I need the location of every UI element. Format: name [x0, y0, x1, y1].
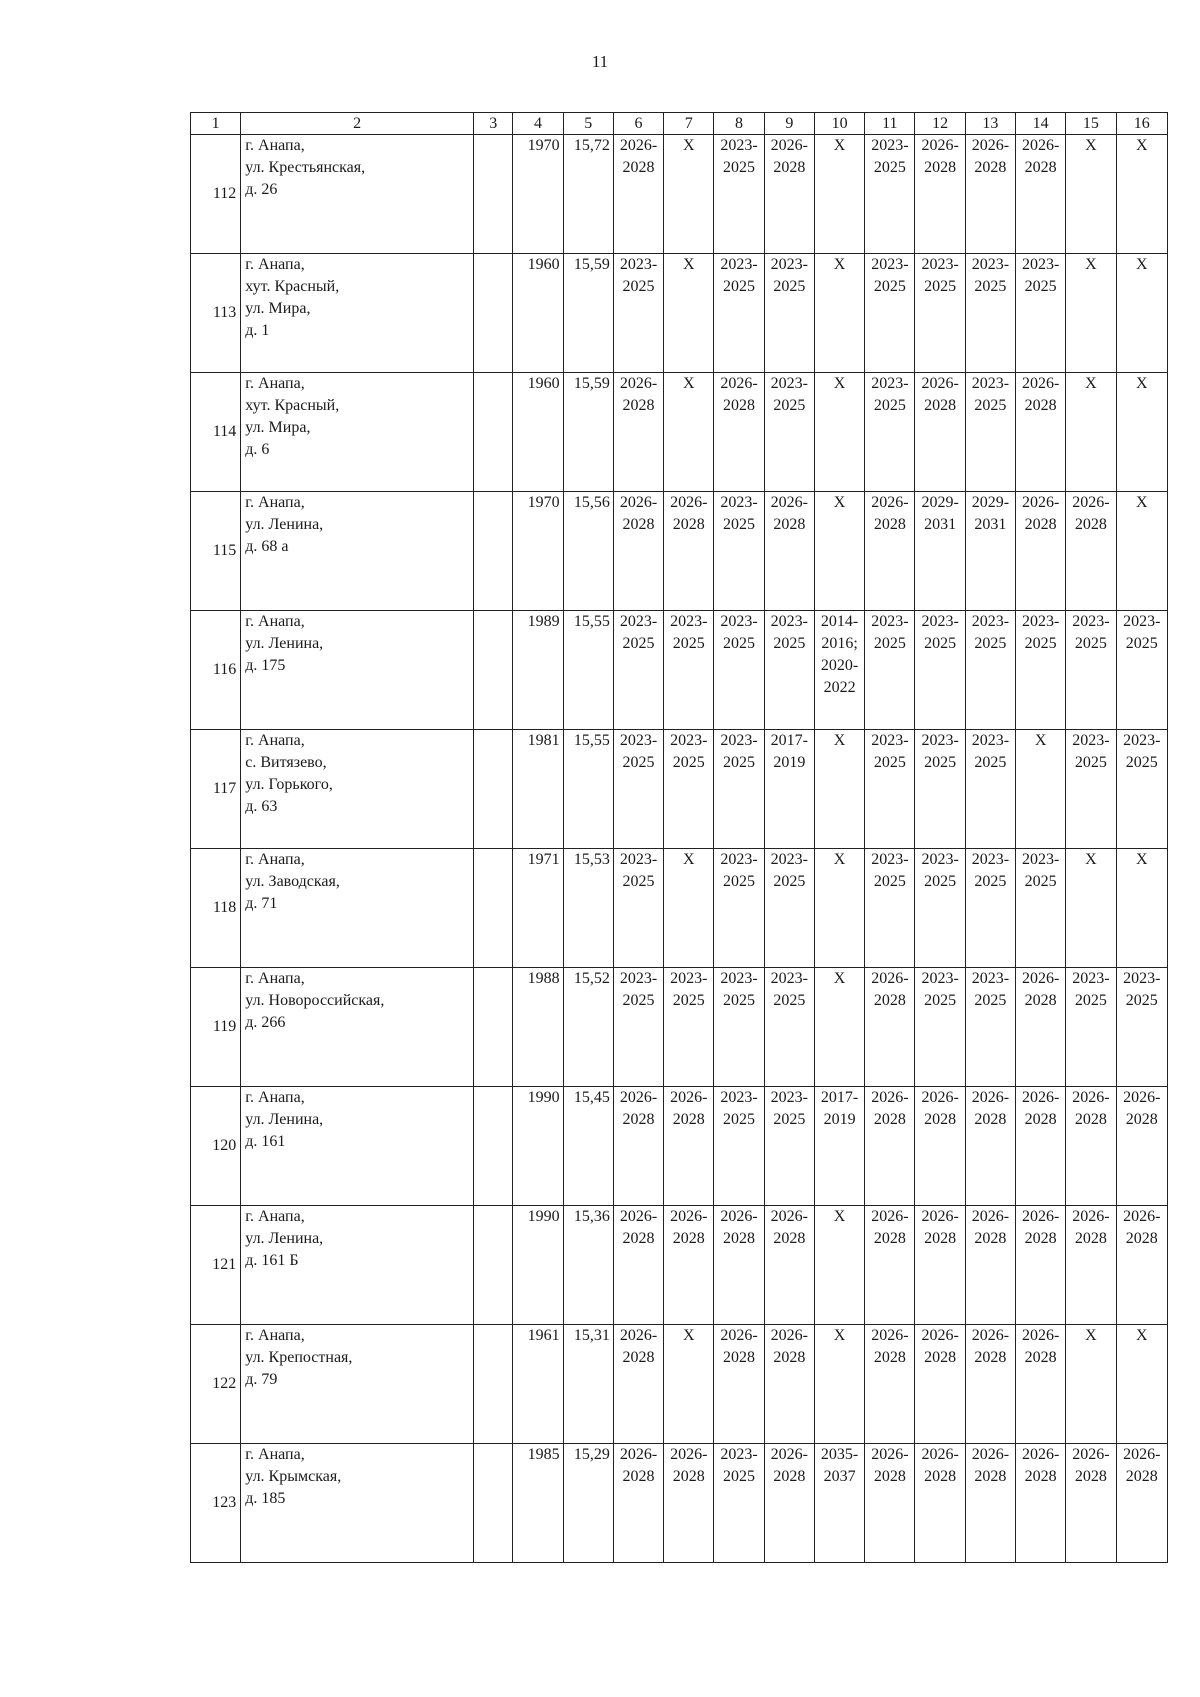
period-cell: 2026- 2028: [865, 1206, 915, 1325]
period-cell: 2026- 2028: [915, 1325, 965, 1444]
period-cell: 2026- 2028: [1016, 1087, 1066, 1206]
table-row: [191, 373, 1168, 492]
table-row: [191, 254, 1168, 373]
period-cell: Х: [664, 849, 714, 968]
period-cell: 2026- 2028: [1016, 968, 1066, 1087]
address-cell: г. Анапа, ул. Ленина, д. 161: [241, 1087, 474, 1206]
page-number: 11: [591, 52, 609, 71]
row-number-cell: 118: [191, 849, 241, 968]
period-cell: 2026- 2028: [915, 135, 965, 254]
period-cell: 2023- 2025: [915, 611, 965, 730]
period-cell: 2026- 2028: [865, 1087, 915, 1206]
period-cell: Х: [664, 1325, 714, 1444]
value-cell: 15,55: [563, 611, 613, 730]
row-number-cell: 112: [191, 135, 241, 254]
period-cell: 2026- 2028: [764, 1206, 814, 1325]
table-row: [191, 1325, 1168, 1444]
period-cell: 2023- 2025: [714, 1444, 764, 1563]
period-cell: 2023- 2025: [764, 611, 814, 730]
period-cell: 2026- 2028: [865, 968, 915, 1087]
period-cell: Х: [814, 135, 864, 254]
row-number-cell: 122: [191, 1325, 241, 1444]
period-cell: 2026- 2028: [664, 1444, 714, 1563]
period-cell: 2023- 2025: [1066, 730, 1116, 849]
period-cell: 2017- 2019: [814, 1087, 864, 1206]
table-row: [191, 1087, 1168, 1206]
row-number-cell: 115: [191, 492, 241, 611]
period-cell: Х: [664, 254, 714, 373]
column-header: 6: [613, 113, 663, 135]
period-cell: 2026- 2028: [965, 1444, 1015, 1563]
column-header: 14: [1016, 113, 1066, 135]
period-cell: Х: [1066, 849, 1116, 968]
period-cell: 2023- 2025: [714, 730, 764, 849]
period-cell: 2023- 2025: [1016, 254, 1066, 373]
table-row: [191, 968, 1168, 1087]
column-header: 5: [563, 113, 613, 135]
period-cell: Х: [1116, 849, 1167, 968]
address-cell: г. Анапа, ул. Крестьянская, д. 26: [241, 135, 474, 254]
period-cell: 2026- 2028: [1016, 1325, 1066, 1444]
column-header: 13: [965, 113, 1015, 135]
period-cell: Х: [814, 968, 864, 1087]
period-cell: Х: [1116, 254, 1167, 373]
period-cell: 2023- 2025: [714, 968, 764, 1087]
repair-schedule-table: [190, 112, 1168, 1563]
period-cell: 2026- 2028: [865, 1444, 915, 1563]
value-cell: 15,55: [563, 730, 613, 849]
period-cell: 2023- 2025: [764, 373, 814, 492]
period-cell: 2023- 2025: [915, 968, 965, 1087]
period-cell: 2026- 2028: [613, 492, 663, 611]
column-3-cell: [474, 1444, 513, 1563]
column-header: 3: [474, 113, 513, 135]
period-cell: 2023- 2025: [714, 1087, 764, 1206]
period-cell: 2023- 2025: [664, 611, 714, 730]
year-cell: 1989: [513, 611, 563, 730]
period-cell: 2014- 2016; 2020- 2022: [814, 611, 864, 730]
column-3-cell: [474, 968, 513, 1087]
column-header: 15: [1066, 113, 1116, 135]
period-cell: 2023- 2025: [865, 373, 915, 492]
period-cell: 2023- 2025: [965, 849, 1015, 968]
column-3-cell: [474, 1206, 513, 1325]
period-cell: 2017- 2019: [764, 730, 814, 849]
period-cell: 2023- 2025: [613, 254, 663, 373]
address-cell: г. Анапа, ул. Ленина, д. 161 Б: [241, 1206, 474, 1325]
table-row: [191, 611, 1168, 730]
period-cell: Х: [814, 1206, 864, 1325]
year-cell: 1985: [513, 1444, 563, 1563]
period-cell: 2026- 2028: [965, 1325, 1015, 1444]
period-cell: 2023- 2025: [613, 730, 663, 849]
period-cell: 2023- 2025: [965, 611, 1015, 730]
period-cell: Х: [1066, 1325, 1116, 1444]
period-cell: Х: [814, 1325, 864, 1444]
column-3-cell: [474, 730, 513, 849]
period-cell: 2023- 2025: [1116, 968, 1167, 1087]
period-cell: Х: [1066, 254, 1116, 373]
period-cell: 2023- 2025: [714, 135, 764, 254]
row-number-cell: 113: [191, 254, 241, 373]
period-cell: 2026- 2028: [1066, 492, 1116, 611]
period-cell: 2023- 2025: [764, 254, 814, 373]
period-cell: Х: [664, 135, 714, 254]
period-cell: 2035- 2037: [814, 1444, 864, 1563]
row-number-cell: 121: [191, 1206, 241, 1325]
table-row: [191, 1206, 1168, 1325]
period-cell: Х: [1116, 373, 1167, 492]
period-cell: 2026- 2028: [714, 373, 764, 492]
table-row: [191, 849, 1168, 968]
column-3-cell: [474, 492, 513, 611]
year-cell: 1970: [513, 135, 563, 254]
value-cell: 15,52: [563, 968, 613, 1087]
column-3-cell: [474, 373, 513, 492]
period-cell: 2026- 2028: [1116, 1206, 1167, 1325]
column-header: 12: [915, 113, 965, 135]
column-header: 2: [241, 113, 474, 135]
period-cell: 2023- 2025: [965, 730, 1015, 849]
period-cell: 2026- 2028: [664, 1206, 714, 1325]
period-cell: Х: [814, 730, 864, 849]
period-cell: 2023- 2025: [714, 849, 764, 968]
value-cell: 15,29: [563, 1444, 613, 1563]
period-cell: 2023- 2025: [865, 254, 915, 373]
column-number-header-row: [191, 113, 1168, 135]
period-cell: 2023- 2025: [714, 254, 764, 373]
period-cell: 2023- 2025: [965, 968, 1015, 1087]
period-cell: 2026- 2028: [915, 1206, 965, 1325]
address-cell: г. Анапа, ул. Крепостная, д. 79: [241, 1325, 474, 1444]
period-cell: Х: [814, 254, 864, 373]
column-header: 1: [191, 113, 241, 135]
address-cell: г. Анапа, хут. Красный, ул. Мира, д. 6: [241, 373, 474, 492]
value-cell: 15,56: [563, 492, 613, 611]
period-cell: 2026- 2028: [915, 1087, 965, 1206]
period-cell: 2023- 2025: [965, 254, 1015, 373]
period-cell: 2023- 2025: [764, 968, 814, 1087]
column-header: 10: [814, 113, 864, 135]
period-cell: Х: [1116, 1325, 1167, 1444]
row-number-cell: 123: [191, 1444, 241, 1563]
period-cell: 2029- 2031: [915, 492, 965, 611]
year-cell: 1988: [513, 968, 563, 1087]
period-cell: 2023- 2025: [865, 730, 915, 849]
period-cell: 2023- 2025: [1016, 611, 1066, 730]
period-cell: 2026- 2028: [1016, 1444, 1066, 1563]
value-cell: 15,59: [563, 373, 613, 492]
period-cell: 2023- 2025: [915, 254, 965, 373]
row-number-cell: 116: [191, 611, 241, 730]
period-cell: 2026- 2028: [1066, 1087, 1116, 1206]
period-cell: 2026- 2028: [1116, 1444, 1167, 1563]
period-cell: Х: [814, 373, 864, 492]
table-row: [191, 1444, 1168, 1563]
period-cell: 2026- 2028: [613, 1444, 663, 1563]
column-3-cell: [474, 135, 513, 254]
year-cell: 1961: [513, 1325, 563, 1444]
period-cell: 2026- 2028: [865, 492, 915, 611]
address-cell: г. Анапа, ул. Крымская, д. 185: [241, 1444, 474, 1563]
period-cell: 2023- 2025: [915, 849, 965, 968]
period-cell: 2023- 2025: [714, 611, 764, 730]
value-cell: 15,72: [563, 135, 613, 254]
year-cell: 1990: [513, 1206, 563, 1325]
row-number-cell: 114: [191, 373, 241, 492]
period-cell: 2026- 2028: [764, 1325, 814, 1444]
period-cell: 2023- 2025: [714, 492, 764, 611]
period-cell: 2026- 2028: [613, 1325, 663, 1444]
period-cell: 2023- 2025: [965, 373, 1015, 492]
period-cell: 2023- 2025: [613, 611, 663, 730]
period-cell: 2026- 2028: [764, 1444, 814, 1563]
period-cell: 2026- 2028: [965, 1206, 1015, 1325]
column-3-cell: [474, 1325, 513, 1444]
period-cell: 2026- 2028: [764, 492, 814, 611]
value-cell: 15,31: [563, 1325, 613, 1444]
period-cell: 2026- 2028: [1016, 373, 1066, 492]
column-header: 9: [764, 113, 814, 135]
year-cell: 1960: [513, 254, 563, 373]
column-header: 8: [714, 113, 764, 135]
period-cell: 2026- 2028: [865, 1325, 915, 1444]
period-cell: Х: [1016, 730, 1066, 849]
value-cell: 15,45: [563, 1087, 613, 1206]
period-cell: Х: [664, 373, 714, 492]
period-cell: 2026- 2028: [1016, 135, 1066, 254]
column-header: 16: [1116, 113, 1167, 135]
table-row: [191, 730, 1168, 849]
column-3-cell: [474, 254, 513, 373]
year-cell: 1970: [513, 492, 563, 611]
period-cell: Х: [1066, 373, 1116, 492]
period-cell: 2023- 2025: [865, 849, 915, 968]
period-cell: 2026- 2028: [965, 135, 1015, 254]
period-cell: 2023- 2025: [764, 849, 814, 968]
period-cell: 2023- 2025: [664, 968, 714, 1087]
row-number-cell: 117: [191, 730, 241, 849]
period-cell: Х: [1116, 135, 1167, 254]
period-cell: Х: [1066, 135, 1116, 254]
period-cell: 2023- 2025: [915, 730, 965, 849]
period-cell: 2023- 2025: [613, 968, 663, 1087]
value-cell: 15,59: [563, 254, 613, 373]
value-cell: 15,53: [563, 849, 613, 968]
year-cell: 1990: [513, 1087, 563, 1206]
period-cell: 2026- 2028: [714, 1206, 764, 1325]
table-row: [191, 492, 1168, 611]
column-header: 11: [865, 113, 915, 135]
period-cell: 2023- 2025: [1066, 611, 1116, 730]
period-cell: 2026- 2028: [714, 1325, 764, 1444]
period-cell: Х: [814, 849, 864, 968]
period-cell: 2026- 2028: [613, 1087, 663, 1206]
address-cell: г. Анапа, ул. Новороссийская, д. 266: [241, 968, 474, 1087]
period-cell: 2026- 2028: [915, 1444, 965, 1563]
value-cell: 15,36: [563, 1206, 613, 1325]
period-cell: 2023- 2025: [764, 1087, 814, 1206]
table-row: [191, 135, 1168, 254]
period-cell: 2023- 2025: [865, 611, 915, 730]
period-cell: 2026- 2028: [613, 373, 663, 492]
address-cell: г. Анапа, ул. Ленина, д. 68 а: [241, 492, 474, 611]
period-cell: 2026- 2028: [1016, 492, 1066, 611]
period-cell: 2023- 2025: [613, 849, 663, 968]
address-cell: г. Анапа, ул. Заводская, д. 71: [241, 849, 474, 968]
row-number-cell: 120: [191, 1087, 241, 1206]
column-3-cell: [474, 611, 513, 730]
period-cell: 2029- 2031: [965, 492, 1015, 611]
period-cell: 2026- 2028: [965, 1087, 1015, 1206]
year-cell: 1971: [513, 849, 563, 968]
period-cell: 2026- 2028: [1066, 1444, 1116, 1563]
period-cell: 2026- 2028: [664, 492, 714, 611]
period-cell: 2023- 2025: [865, 135, 915, 254]
column-header: 4: [513, 113, 563, 135]
period-cell: 2023- 2025: [1016, 849, 1066, 968]
row-number-cell: 119: [191, 968, 241, 1087]
period-cell: 2026- 2028: [764, 135, 814, 254]
address-cell: г. Анапа, ул. Ленина, д. 175: [241, 611, 474, 730]
year-cell: 1981: [513, 730, 563, 849]
period-cell: Х: [814, 492, 864, 611]
column-3-cell: [474, 849, 513, 968]
period-cell: 2023- 2025: [1116, 730, 1167, 849]
period-cell: 2026- 2028: [915, 373, 965, 492]
column-header: 7: [664, 113, 714, 135]
period-cell: 2026- 2028: [664, 1087, 714, 1206]
address-cell: г. Анапа, хут. Красный, ул. Мира, д. 1: [241, 254, 474, 373]
period-cell: 2026- 2028: [1066, 1206, 1116, 1325]
period-cell: 2023- 2025: [1116, 611, 1167, 730]
period-cell: 2023- 2025: [664, 730, 714, 849]
column-3-cell: [474, 1087, 513, 1206]
period-cell: Х: [1116, 492, 1167, 611]
period-cell: 2026- 2028: [613, 1206, 663, 1325]
period-cell: 2023- 2025: [1066, 968, 1116, 1087]
period-cell: 2026- 2028: [613, 135, 663, 254]
year-cell: 1960: [513, 373, 563, 492]
address-cell: г. Анапа, с. Витязево, ул. Горького, д. 63: [241, 730, 474, 849]
period-cell: 2026- 2028: [1016, 1206, 1066, 1325]
period-cell: 2026- 2028: [1116, 1087, 1167, 1206]
